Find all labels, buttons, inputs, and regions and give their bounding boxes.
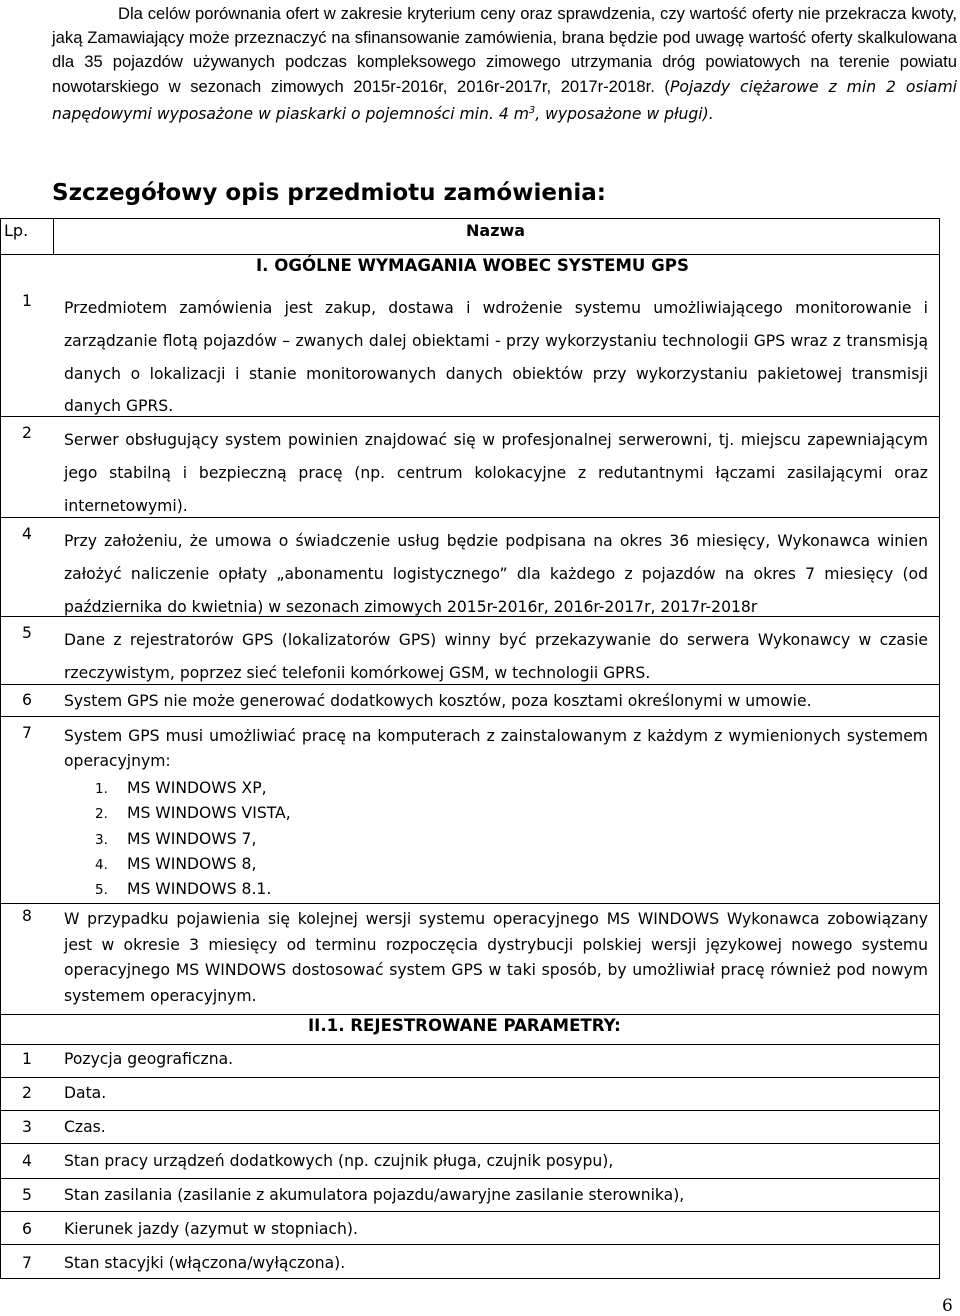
intro-italic: Pojazdy ciężarowe z min 2 osiami napędowymi wyposażone w piaskarki o pojemności min. 4 $m^3$, wyposażone w pługi). — [52, 77, 957, 123]
row-text: System GPS nie może generować dodatkowych kosztów, poza kosztami określonymi w umowie. — [64, 692, 812, 710]
row-number: 5 — [22, 1186, 32, 1204]
row-text: Stan pracy urządzeń dodatkowych (np. czujnik pługa, czujnik posypu), — [64, 1152, 614, 1170]
row-text: Stan stacyjki (włączona/wyłączona). — [64, 1254, 346, 1272]
row-number: 4 — [22, 1152, 32, 1170]
row-border — [0, 716, 940, 717]
table-header-border — [0, 254, 940, 255]
row-number: 2 — [22, 424, 32, 442]
row-text: Kierunek jazdy (azymut w stopniach). — [64, 1220, 358, 1238]
os-list-item: 3. MS WINDOWS 7, — [95, 830, 257, 848]
column-header-name: Nazwa — [466, 221, 526, 240]
row-border — [0, 1044, 940, 1045]
table-left-border — [0, 218, 1, 1278]
section-2-title: II.1. REJESTROWANE PARAMETRY: — [308, 1016, 621, 1035]
table-bottom-border — [0, 1278, 940, 1279]
section-heading: Szczegółowy opis przedmiotu zamówienia: — [52, 180, 606, 206]
row-border — [0, 1014, 940, 1015]
row-number: 8 — [22, 907, 32, 925]
section-1-title: I. OGÓLNE WYMAGANIA WOBEC SYSTEMU GPS — [256, 256, 689, 275]
row-number: 5 — [22, 624, 32, 642]
row-text: Serwer obsługujący system powinien znajdować się w profesjonalnej serwerowni, tj. miejscu zapewniającym jego stabilną i bezpieczną pracę (np. centrum kolokacyjne z redutantnymi łączami zasilającymi oraz internetowymi). — [64, 431, 928, 515]
os-list-item: 2. MS WINDOWS VISTA, — [95, 804, 291, 822]
row-number: 6 — [22, 1220, 32, 1238]
column-header-lp: Lp. — [4, 221, 29, 240]
row-number: 1 — [22, 292, 32, 310]
row-border — [0, 1077, 940, 1078]
row-number: 7 — [22, 1254, 32, 1272]
column-divider — [53, 218, 54, 254]
table-top-border — [0, 218, 940, 219]
row-number: 1 — [22, 1050, 32, 1068]
row-text: System GPS musi umożliwiać pracę na komputerach z zainstalowanym z każdym z wymienionych systemem operacyjnym: — [64, 727, 928, 770]
os-list-item: 1. MS WINDOWS XP, — [95, 779, 267, 797]
row-number: 3 — [22, 1118, 32, 1136]
row-text: Data. — [64, 1084, 107, 1102]
row-border — [0, 1244, 940, 1245]
row-border — [0, 903, 940, 904]
intro-paragraph — [52, 2, 957, 126]
row-text: Pozycja geograficzna. — [64, 1050, 234, 1068]
os-list-item: 4. MS WINDOWS 8, — [95, 855, 257, 873]
os-list-item: 5. MS WINDOWS 8.1. — [95, 880, 272, 898]
row-text: Przedmiotem zamówienia jest zakup, dostawa i wdrożenie systemu umożliwiającego monitorowanie i zarządzanie flotą pojazdów – zwanych dalej obiektami - przy wykorzystaniu technologii GPS wraz z transmisją danych o lokalizacji i stanie monitorowanych danych obiektów przy wykorzystaniu pakietowej transmisji danych GPRS. — [64, 299, 928, 416]
row-text: Przy założeniu, że umowa o świadczenie usług będzie podpisana na okres 36 miesięcy, Wykonawca winien założyć naliczenie opłaty „abonamentu logistycznego” dla każdego z pojazdów na okres 7 miesięcy (od października do kwietnia) w sezonach zimowych 2015r-2016r, 2016r-2017r, 2017r-2018r — [64, 532, 928, 616]
row-text: Czas. — [64, 1118, 106, 1136]
row-border — [0, 1211, 940, 1212]
table-right-border — [939, 218, 940, 1278]
page-number: 6 — [942, 1296, 953, 1316]
row-border — [0, 1178, 940, 1179]
row-number: 7 — [22, 724, 32, 742]
row-border — [0, 1110, 940, 1111]
row-number: 4 — [22, 525, 32, 543]
row-number: 2 — [22, 1084, 32, 1102]
row-text: Stan zasilania (zasilanie z akumulatora pojazdu/awaryjne zasilanie sterownika), — [64, 1186, 685, 1204]
intro-text: Dla celów porównania ofert w zakresie kryterium ceny oraz sprawdzenia, czy wartość oferty nie przekracza kwoty, jaką Zamawiający może przeznaczyć na sfinansowanie zamówienia, brana będzie pod uwagę wartość oferty skalkulowana dla 35 pojazdów używanych podczas kompleksowego zimowego utrzymania dróg powiatowych na terenie powiatu nowotarskiego w sezonach zimowych 2015r-2016r, 2016r-2017r, 2017r-2018r. (Pojazdy ciężarowe z min 2 osiami napędowymi wyposażone w piaskarki o pojemności min. 4 $m^3$, wyposażone w pługi). — [52, 4, 957, 123]
row-text: Dane z rejestratorów GPS (lokalizatorów GPS) winny być przekazywanie do serwera Wykonawcy w czasie rzeczywistym, poprzez sieć telefonii komórkowej GSM, w technologii GPRS. — [64, 631, 928, 682]
row-border — [0, 1143, 940, 1144]
row-number: 6 — [22, 691, 32, 709]
row-text: W przypadku pojawienia się kolejnej wersji systemu operacyjnego MS WINDOWS Wykonawca zobowiązany jest w okresie 3 miesięcy od terminu rozpoczęcia dystrybucji polskiej wersji językowej nowego systemu operacyjnego MS WINDOWS dostosować system GPS w taki sposób, by umożliwiał pracę również pod nowym systemem operacyjnym. — [64, 910, 928, 1005]
